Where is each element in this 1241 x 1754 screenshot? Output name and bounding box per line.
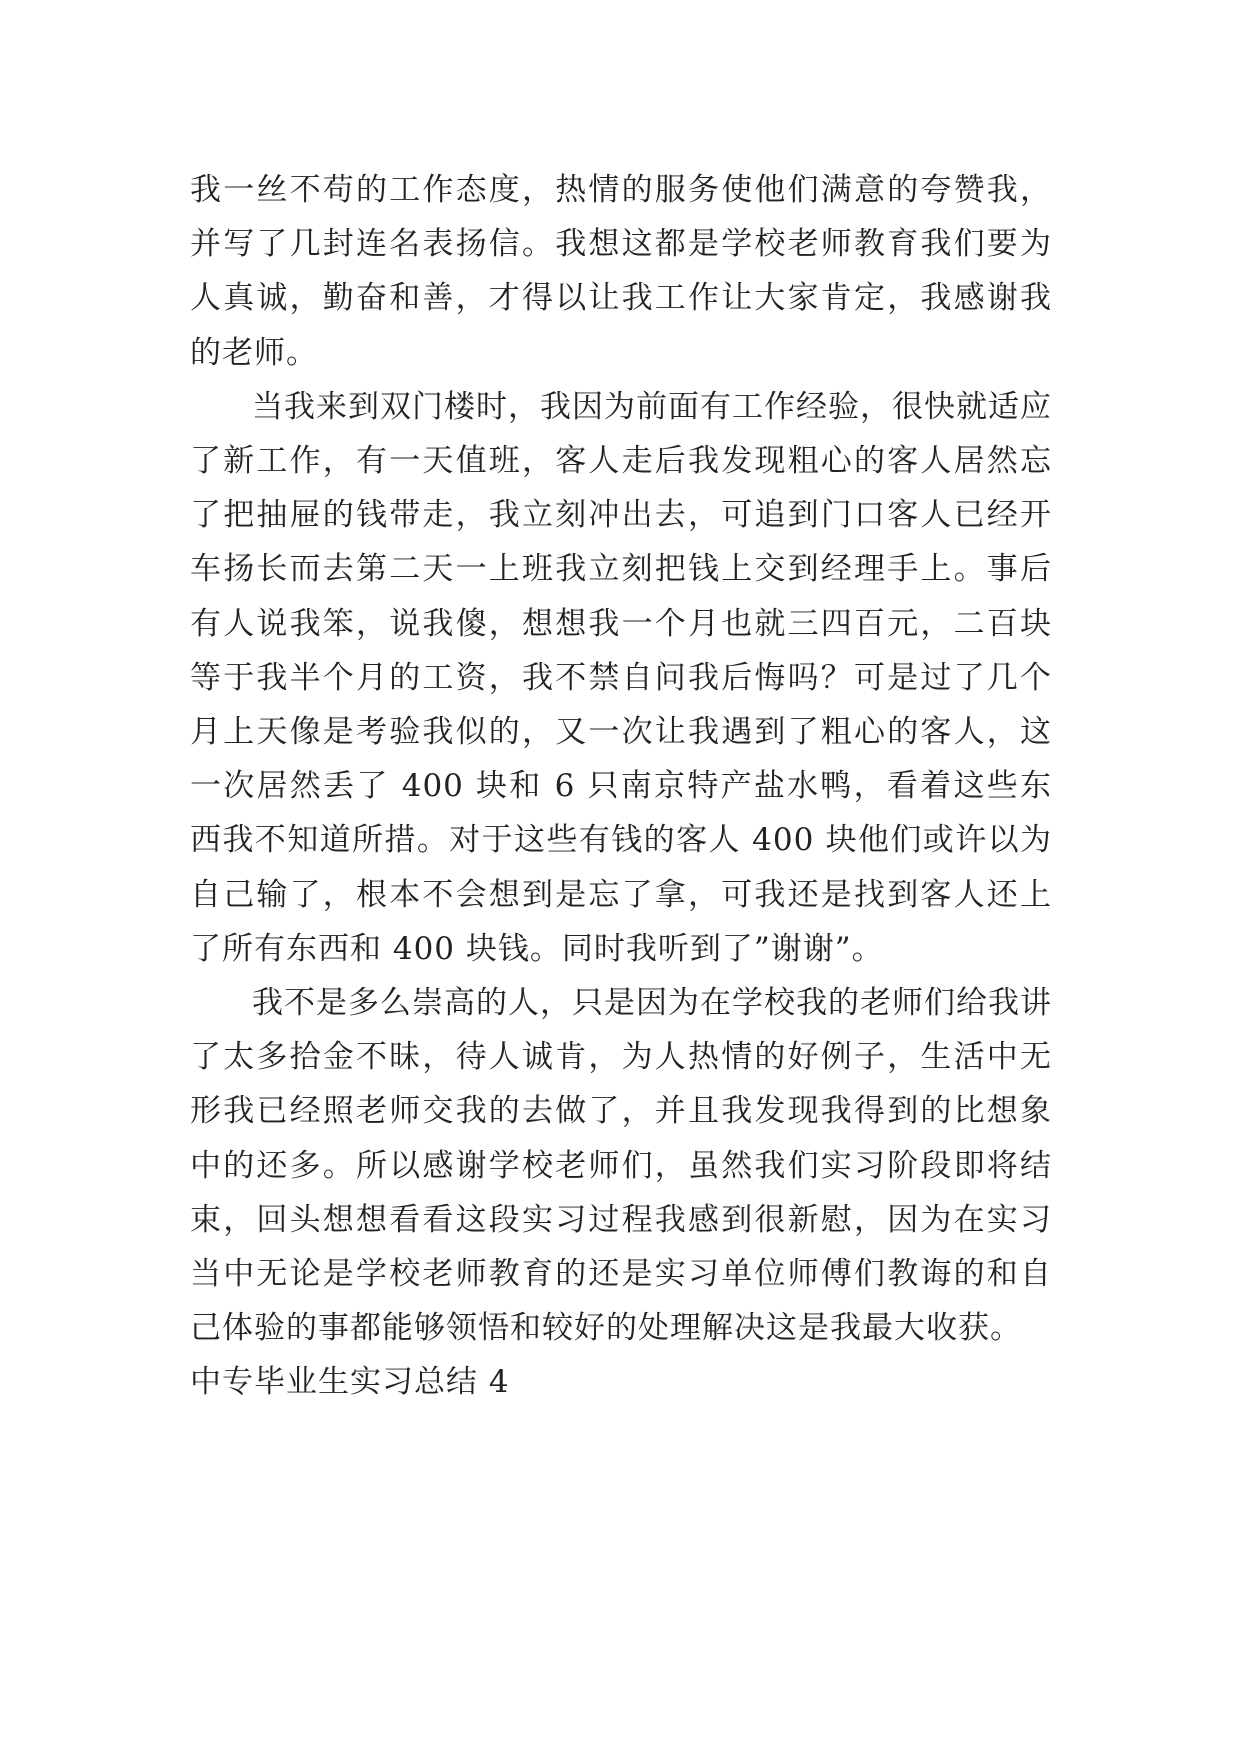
paragraph-continued: 我一丝不苟的工作态度，热情的服务使他们满意的夸赞我，并写了几封连名表扬信。我想这都是学校老师教育我们要为人真诚，勤奋和善，才得以让我工作让大家肯定，我感谢我的老师。 xyxy=(190,172,1052,371)
paragraph-gratitude: 我不是多么崇高的人，只是因为在学校我的老师们给我讲了太多拾金不昧，待人诚肯，为人热情的好例子，生活中无形我已经照老师交我的去做了，并且我发现我得到的比想象中的还多。所以感谢学校老师们，虽然我们实习阶段即将结束，回头想想看看这段实习过程我感到很新慰，因为在实习当中无论是学校老师教育的还是实习单位师傅们教诲的和自己体验的事都能够领悟和较好的处理解决这是我最大收获。 xyxy=(190,985,1052,1347)
document-body xyxy=(190,163,1052,1410)
section-heading: 中专毕业生实习总结 4 xyxy=(190,1364,510,1401)
paragraph-shuangmenlou: 当我来到双门楼时，我因为前面有工作经验，很快就适应了新工作，有一天值班，客人走后我发现粗心的客人居然忘了把抽屉的钱带走，我立刻冲出去，可追到门口客人已经开车扬长而去第二天一上班我立刻把钱上交到经理手上。事后有人说我笨，说我傻，想想我一个月也就三四百元，二百块等于我半个月的工资，我不禁自问我后悔吗？可是过了几个月上天像是考验我似的，又一次让我遇到了粗心的客人，这一次居然丢了 400 块和 6 只南京特产盐水鸭，看着这些东西我不知道所措。对于这些有钱的客人 400 块他们或许以为自己输了，根本不会想到是忘了拿，可我还是找到客人还上了所有东西和 400 块钱。同时我听到了”谢谢”。 xyxy=(190,388,1052,967)
